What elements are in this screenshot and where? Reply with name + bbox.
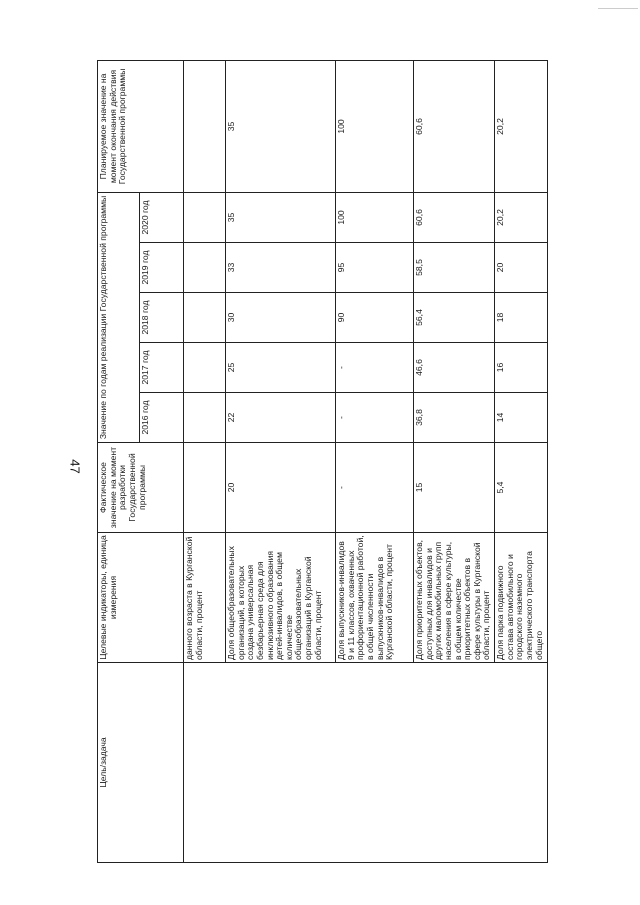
header-goal: Цель/задача bbox=[98, 663, 184, 863]
header-year: 2020 год bbox=[140, 192, 184, 242]
indicator-cell: Доля выпускников-инвалидов 9 и 11 классов, охваченных профориентационной работой, в общей численности выпускников-инвалидов в Курганской области, процент bbox=[336, 533, 414, 663]
indicator-cell: Доля общеобразовательных организаций, в которых создана универсальная безбарьерная среда для инклюзивного образования детей-инвалидов, в общем количестве общеобразовательных организаций в Курганской области, процент bbox=[226, 533, 336, 663]
year-value-cell: 14 bbox=[495, 393, 548, 443]
actual-cell: - bbox=[336, 443, 414, 533]
year-value-cell bbox=[184, 243, 226, 293]
year-value-cell: - bbox=[336, 343, 414, 393]
indicator-cell: Доля приоритетных объектов, доступных для инвалидов и других маломобильных групп населения в сфере культуры, в общем количестве приоритетных объектов в сфере культуры в Курганской области, процент bbox=[414, 533, 495, 663]
goal-cell bbox=[184, 663, 548, 863]
header-year: 2018 год bbox=[140, 293, 184, 343]
year-value-cell: 18 bbox=[495, 293, 548, 343]
planned-cell: 100 bbox=[336, 60, 414, 192]
year-value-cell: 22 bbox=[226, 393, 336, 443]
year-value-cell: 20,2 bbox=[495, 192, 548, 242]
header-year: 2016 год bbox=[140, 393, 184, 443]
actual-cell: 15 bbox=[414, 443, 495, 533]
year-value-cell: 16 bbox=[495, 343, 548, 393]
year-value-cell: 56,4 bbox=[414, 293, 495, 343]
year-value-cell: 95 bbox=[336, 243, 414, 293]
year-value-cell: 36,8 bbox=[414, 393, 495, 443]
year-value-cell: 30 bbox=[226, 293, 336, 343]
planned-cell: 35 bbox=[226, 60, 336, 192]
planned-cell bbox=[184, 60, 226, 192]
header-row bbox=[98, 60, 140, 862]
header-indicator: Целевые индикаторы, единица измерения bbox=[98, 533, 184, 663]
year-value-cell: - bbox=[336, 393, 414, 443]
year-value-cell: 46,6 bbox=[414, 343, 495, 393]
year-value-cell bbox=[184, 393, 226, 443]
year-value-cell: 100 bbox=[336, 192, 414, 242]
actual-cell: 20 bbox=[226, 443, 336, 533]
year-value-cell: 33 bbox=[226, 243, 336, 293]
year-value-cell bbox=[184, 192, 226, 242]
actual-cell bbox=[184, 443, 226, 533]
header-year: 2019 год bbox=[140, 243, 184, 293]
indicators-table bbox=[97, 60, 548, 863]
year-value-cell bbox=[184, 293, 226, 343]
year-value-cell: 20 bbox=[495, 243, 548, 293]
table-row bbox=[184, 60, 226, 862]
header-year: 2017 год bbox=[140, 343, 184, 393]
year-value-cell: 58,5 bbox=[414, 243, 495, 293]
header-planned: Планируемое значение на момент окончания действия Государственной программы bbox=[98, 60, 184, 192]
page-number: 47 bbox=[67, 459, 83, 474]
planned-cell: 20,2 bbox=[495, 60, 548, 192]
indicator-cell: данного возраста в Курганской области, процент bbox=[184, 533, 226, 663]
year-value-cell bbox=[184, 343, 226, 393]
year-value-cell: 90 bbox=[336, 293, 414, 343]
header-actual: Фактическое значение на момент разработки Государственной программы bbox=[98, 443, 184, 533]
rotated-table-container bbox=[97, 61, 544, 863]
header-by-year: Значение по годам реализации Государственной программы bbox=[98, 192, 140, 442]
actual-cell: 5,4 bbox=[495, 443, 548, 533]
year-value-cell: 60,6 bbox=[414, 192, 495, 242]
year-value-cell: 35 bbox=[226, 192, 336, 242]
planned-cell: 60,6 bbox=[414, 60, 495, 192]
page-edge-line bbox=[598, 8, 638, 9]
year-value-cell: 25 bbox=[226, 343, 336, 393]
indicator-cell: Доля парка подвижного состава автомобильного и городского наземного электрического транспорта общего bbox=[495, 533, 548, 663]
